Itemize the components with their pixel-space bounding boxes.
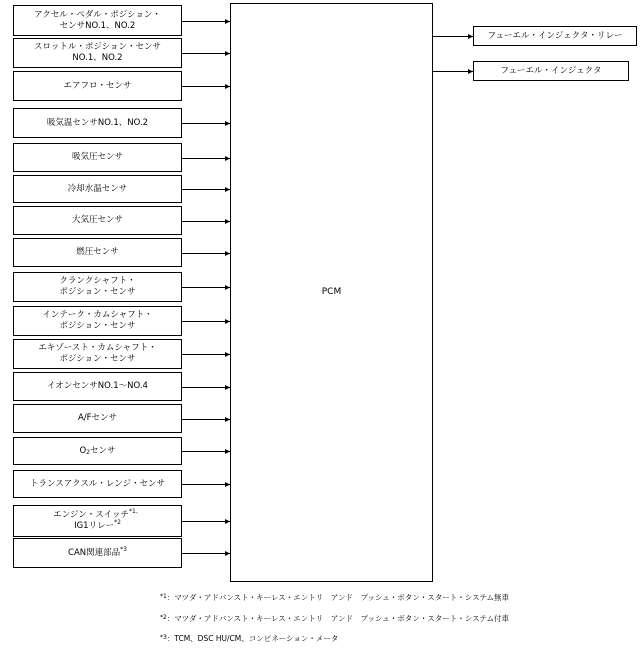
input-label-line: NO.1、NO.2	[72, 53, 123, 63]
output-label: フューエル・インジェクタ	[500, 65, 602, 76]
input-label-line: A/Fセンサ	[77, 413, 118, 423]
can-text: CAN関連部品	[68, 547, 121, 558]
input-label-line: センサNO.1、NO.2	[59, 20, 136, 31]
relay-text: IG1リレー	[74, 521, 115, 531]
input-intake-pressure-sensor	[13, 143, 182, 172]
input-label-line	[68, 545, 127, 559]
input-label-line: クランクシャフト・	[59, 276, 136, 286]
input-label-line: 冷却水温センサ	[67, 183, 128, 194]
input-airflow-sensor	[13, 71, 182, 101]
input-label-line: 吸気温センサNO.1、NO.2	[46, 117, 149, 128]
input-o2-sensor	[13, 437, 182, 465]
input-label-line: ポジション・センサ	[59, 354, 136, 364]
switch-text: エンジン・スイッチ	[53, 510, 129, 520]
footnote-mark: *1	[160, 593, 167, 600]
input-ion-sensor	[13, 372, 182, 401]
o2-sub: 2	[86, 448, 90, 456]
input-af-sensor	[13, 404, 182, 433]
input-accel-pedal-sensor	[13, 5, 182, 36]
input-label-line	[53, 510, 142, 521]
output-label: フューエル・インジェクタ・リレー	[487, 30, 623, 41]
input-can-related-parts	[13, 538, 182, 568]
input-label-line: エアフロ・センサ	[63, 80, 132, 91]
input-fuel-pressure-sensor	[13, 238, 182, 267]
input-label-line: ポジション・センサ	[59, 287, 136, 297]
input-intake-air-temp-sensor	[13, 108, 182, 138]
input-label-line	[79, 446, 115, 457]
input-label-line: ポジション・センサ	[59, 321, 136, 331]
footnote-text: ：TCM、DSC HU/CM、コンビネーション・メータ	[166, 634, 339, 643]
output-fuel-injector-relay	[473, 26, 637, 46]
input-label-line	[74, 521, 121, 532]
input-label-line: トランスアクスル・レンジ・センサ	[30, 478, 165, 489]
o2-pre: O	[79, 445, 87, 456]
footnote-mark: *3	[120, 545, 127, 553]
footnote-text: ：マツダ・アドバンスト・キーレス・エントリ アンド プッシュ・ボタン・スタート・システム付車	[166, 614, 510, 623]
input-barometric-pressure-sensor	[13, 206, 182, 235]
input-label-line: エキゾースト・カムシャフト・	[38, 343, 157, 353]
o2-post: センサ	[90, 445, 116, 456]
input-label-line: 燃圧センサ	[76, 247, 119, 257]
input-engine-switch-ig1-relay	[13, 505, 182, 537]
input-coolant-temp-sensor	[13, 175, 182, 203]
input-label-line: イオンセンサNO.1〜NO.4	[47, 381, 148, 391]
input-label-line: インテーク・カムシャフト・	[42, 310, 153, 320]
input-transaxle-range-sensor	[13, 470, 182, 498]
input-crankshaft-position-sensor	[13, 272, 182, 302]
input-exhaust-camshaft-position-sensor	[13, 339, 182, 369]
input-intake-camshaft-position-sensor	[13, 306, 182, 336]
footnote-mark: *2	[160, 614, 167, 621]
input-label-line: 大気圧センサ	[71, 215, 123, 225]
footnote-mark: *3	[160, 634, 167, 641]
footnote-1	[160, 592, 509, 603]
footnote-3	[160, 633, 338, 644]
footnote-2	[160, 613, 509, 624]
input-label-line: アクセル・ペダル・ポジション・	[34, 9, 161, 20]
input-label-line: スロットル・ポジション・センサ	[34, 42, 161, 52]
input-throttle-position-sensor	[13, 38, 182, 68]
footnote-text: ：マツダ・アドバンスト・キーレス・エントリ アンド プッシュ・ボタン・スタート・システム無車	[166, 593, 510, 602]
footnote-mark: *2	[114, 519, 121, 526]
footnote-mark: *1、	[128, 508, 142, 515]
pcm-label: PCM	[321, 287, 342, 297]
input-label-line: 吸気圧センサ	[71, 152, 123, 162]
output-fuel-injector	[473, 61, 629, 81]
pcm-box	[230, 3, 433, 582]
